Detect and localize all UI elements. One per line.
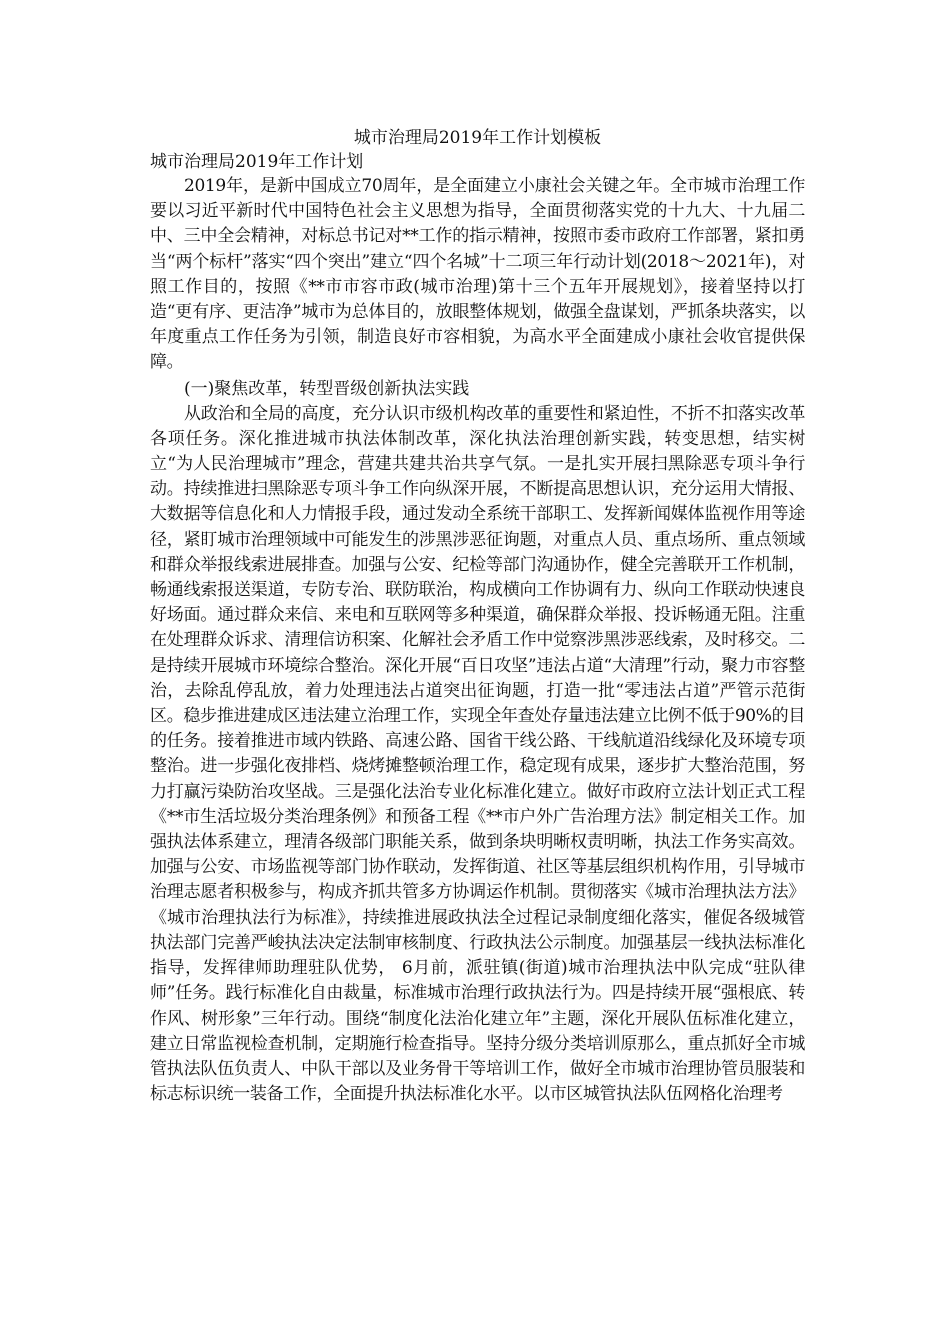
intro-paragraph: 2019年，是新中国成立70周年，是全面建立小康社会关键之年。全市城市治理工作要以习近平新时代中国特色社会主义思想为指导，全面贯彻落实党的十九大、十九届二中、三中全会精神，对标总书记对**工作的指示精神，按照市委市政府工作部署，紧扣勇当“两个标杆”落实“四个突出”建立“四个名城”十二项三年行动计划(2018～2021年)，对照工作目的，按照《**市市容市政(城市治理)第十三个五年开展规划》，接着坚持以打造“更有序、更洁净”城市为总体目的，放眼整体规划，做强全盘谋划，严抓条块落实，以年度重点工作任务为引领，制造良好市容相貌，为高水平全面建成小康社会收官提供保障。 xyxy=(150,176,805,373)
document-subtitle: 城市治理局2019年工作计划 xyxy=(150,152,364,172)
section-body-paragraph: 从政治和全局的高度，充分认识市级机构改革的重要性和紧迫性，不折不扣落实改革各项任务。深化推进城市执法体制改革，深化执法治理创新实践，转变思想，结实树立“为人民治理城市”理念，营建共建共治共享气氛。一是扎实开展扫黑除恶专项斗争行动。持续推进扫黑除恶专项斗争工作向纵深开展，不断提高思想认识，充分运用大情报、大数据等信息化和人力情报手段，通过发动全系统干部职工、发挥新闻媒体监视作用等途径，紧盯城市治理领域中可能发生的涉黑涉恶征询题，对重点人员、重点场所、重点领域和群众举报线索进展排查。加强与公安、纪检等部门沟通协作，健全完善联开工作机制，畅通线索报送渠道，专防专治、联防联治，构成横向工作协调有力、纵向工作联动快速良好场面。通过群众来信、来电和互联网等多种渠道，确保群众举报、投诉畅通无阻。注重在处理群众诉求、清理信访积案、化解社会矛盾工作中觉察涉黑涉恶线索，及时移交。二是持续开展城市环境综合整治。深化开展“百日攻坚”违法占道“大清理”行动，聚力市容整治，去除乱停乱放，着力处理违法占道突出征询题，打造一批“零违法占道”严管示范街区。稳步推进建成区违法建立治理工作，实现全年查处存量违法建立比例不低于90%的目的任务。接着推进市域内铁路、高速公路、国省干线公路、干线航道沿线绿化及环境专项整治。进一步强化夜排档、烧烤摊整顿治理工作，稳定现有成果，逐步扩大整治范围，努力打赢污染防治攻坚战。三是强化法治专业化标准化建立。做好市政府立法计划正式工程《**市生活垃圾分类治理条例》和预备工程《**市户外广告治理方法》制定相关工作。加强执法体系建立，理清各级部门职能关系，做到条块明晰权责明晰，执法工作务实高效。加强与公安、市场监视等部门协作联动，发挥街道、社区等基层组织机构作用，引导城市治理志愿者积极参与，构成齐抓共管多方协调运作机制。贯彻落实《城市治理执法方法》《城市治理执法行为标准》，持续推进展政执法全过程记录制度细化落实，催促各级城管执法部门完善严峻执法决定法制审核制度、行政执法公示制度。加强基层一线执法标准化指导，发挥律师助理驻队优势， 6月前，派驻镇(街道)城市治理执法中队完成“驻队律师”任务。践行标准化自由裁量，标准城市治理行政执法行为。四是持续开展“强根底、转作风、树形象”三年行动。围绕“制度化法治化建立年”主题，深化开展队伍标准化建立，建立日常监视检查机制，定期施行检查指导。坚持分级分类培训原那么，重点抓好全市城管执法队伍负责人、中队干部以及业务骨干等培训工作，做好全市城市治理协管员服装和标志标识统一装备工作，全面提升执法标准化水平。以市区城管执法队伍网格化治理考 xyxy=(150,403,805,1105)
document-title: 城市治理局2019年工作计划模板 xyxy=(353,128,602,148)
section-heading: (一)聚焦改革，转型晋级创新执法实践 xyxy=(184,378,470,399)
document-page xyxy=(150,126,805,1107)
